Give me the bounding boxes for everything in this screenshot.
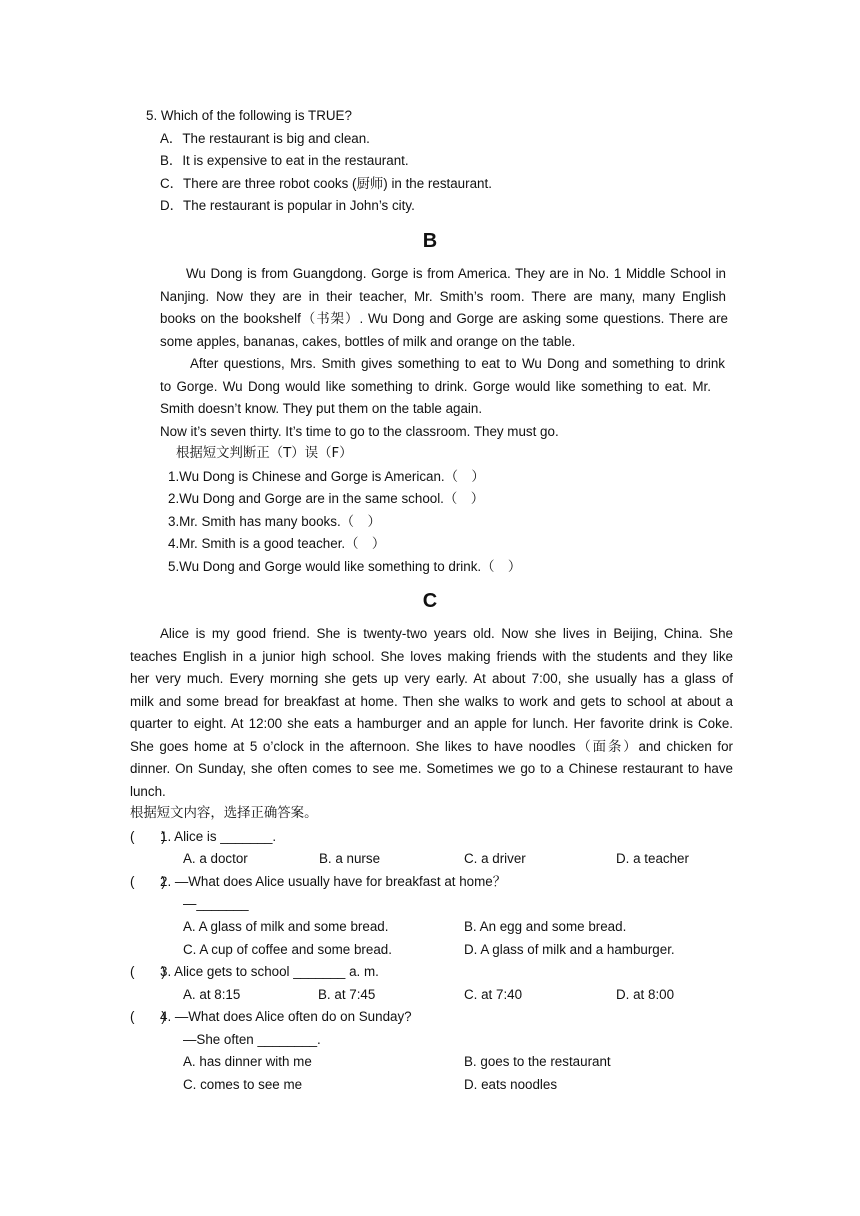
choice-d: D. A glass of milk and a hamburger.	[464, 942, 675, 957]
choice-b: B. at 7:45	[318, 987, 376, 1002]
section-c-passage-line: milk and some bread for breakfast at home. Then she walks to work and gets to school at about a	[130, 694, 733, 709]
option-a: A．The restaurant is big and clean.	[160, 131, 370, 146]
question-stem: 4. —What does Alice often do on Sunday?	[160, 1009, 412, 1024]
section-b-passage-line: some apples, bananas, cakes, bottles of milk and orange on the table.	[160, 334, 576, 349]
section-b-passage-line: Smith doesn’t know. They put them on the table again.	[160, 401, 483, 416]
question-stem: 2. —What does Alice usually have for breakfast at home？	[160, 874, 507, 889]
question-stem: 1. Alice is _______.	[160, 829, 277, 844]
tf-statement: 1.Wu Dong is Chinese and Gorge is American.（ ）	[168, 469, 485, 484]
tf-statement: 5.Wu Dong and Gorge would like something to drink.（ ）	[168, 559, 522, 574]
section-b-passage-line: Wu Dong is from Guangdong. Gorge is from America. They are in No. 1 Middle School in	[186, 266, 726, 281]
section-c-passage-line: She goes home at 5 o’clock in the afternoon. She likes to have noodles（面条）and chicken for	[130, 739, 733, 754]
tf-statement: 3.Mr. Smith has many books.（ ）	[168, 514, 381, 529]
section-b-passage-line: to Gorge. Wu Dong would like something to drink. Gorge would like something to eat. Mr.	[160, 379, 711, 394]
choice-a: A. A glass of milk and some bread.	[183, 919, 389, 934]
choice-c: C. a driver	[464, 851, 526, 866]
choice-d: D. at 8:00	[616, 987, 675, 1002]
choice-a: A. has dinner with me	[183, 1054, 312, 1069]
section-b-passage-line: Nanjing. Now they are in their teacher, Mr. Smith’s room. There are many, many English	[160, 289, 726, 304]
option-b: B．It is expensive to eat in the restaurant.	[160, 153, 409, 168]
choice-b: B. goes to the restaurant	[464, 1054, 611, 1069]
section-b-passage-line: books on the bookshelf（书架）. Wu Dong and Gorge are asking some questions. There are	[160, 311, 728, 326]
choice-d: D. a teacher	[616, 851, 689, 866]
answer-blank: —She often ________.	[183, 1032, 321, 1047]
section-b-heading: B	[422, 230, 438, 252]
section-c-passage-line: quarter to eight. At 12:00 she eats a hamburger and an apple for lunch. Her favorite drink is Coke.	[130, 716, 733, 731]
tf-statement: 2.Wu Dong and Gorge are in the same school.（ ）	[168, 491, 485, 506]
answer-paren: ( )	[130, 1009, 166, 1024]
choice-b: B. a nurse	[319, 851, 381, 866]
section-c-passage-line: teaches English in a junior high school. She loves making friends with the students and they like	[130, 649, 733, 664]
question-stem: 3. Alice gets to school _______ a. m.	[160, 964, 379, 979]
section-c-passage-line: her very much. Every morning she gets up very early. At about 7:00, she usually has a glass of	[130, 671, 733, 686]
section-c-passage-line: dinner. On Sunday, she often comes to see me. Sometimes we go to a Chinese restaurant to have	[130, 761, 733, 776]
section-c-passage-line: Alice is my good friend. She is twenty-two years old. Now she lives in Beijing, China. She	[160, 626, 733, 641]
answer-paren: ( )	[130, 964, 166, 979]
option-c: C．There are three robot cooks (厨师) in the restaurant.	[160, 176, 492, 191]
answer-paren: ( )	[130, 874, 166, 889]
choice-c: C. at 7:40	[464, 987, 523, 1002]
tf-statement: 4.Mr. Smith is a good teacher.（ ）	[168, 536, 386, 551]
choice-c: C. A cup of coffee and some bread.	[183, 942, 392, 957]
answer-blank: —_______	[183, 896, 249, 911]
section-b-instruction: 根据短文判断正（T）误（F）	[176, 446, 353, 461]
answer-paren: ( )	[130, 829, 166, 844]
choice-a: A. a doctor	[183, 851, 248, 866]
section-b-passage-line: After questions, Mrs. Smith gives something to eat to Wu Dong and something to drink	[190, 356, 725, 371]
option-d: D．The restaurant is popular in John’s city.	[160, 198, 415, 213]
choice-c: C. comes to see me	[183, 1077, 303, 1092]
choice-b: B. An egg and some bread.	[464, 919, 627, 934]
section-c-passage-line: lunch.	[130, 784, 166, 799]
choice-d: D. eats noodles	[464, 1077, 558, 1092]
choice-a: A. at 8:15	[183, 987, 241, 1002]
section-c-heading: C	[422, 590, 438, 612]
section-b-passage-line: Now it’s seven thirty. It’s time to go to the classroom. They must go.	[160, 424, 559, 439]
question-5: 5. Which of the following is TRUE?	[146, 108, 352, 123]
section-c-instruction: 根据短文内容，选择正确答案。	[130, 806, 318, 821]
